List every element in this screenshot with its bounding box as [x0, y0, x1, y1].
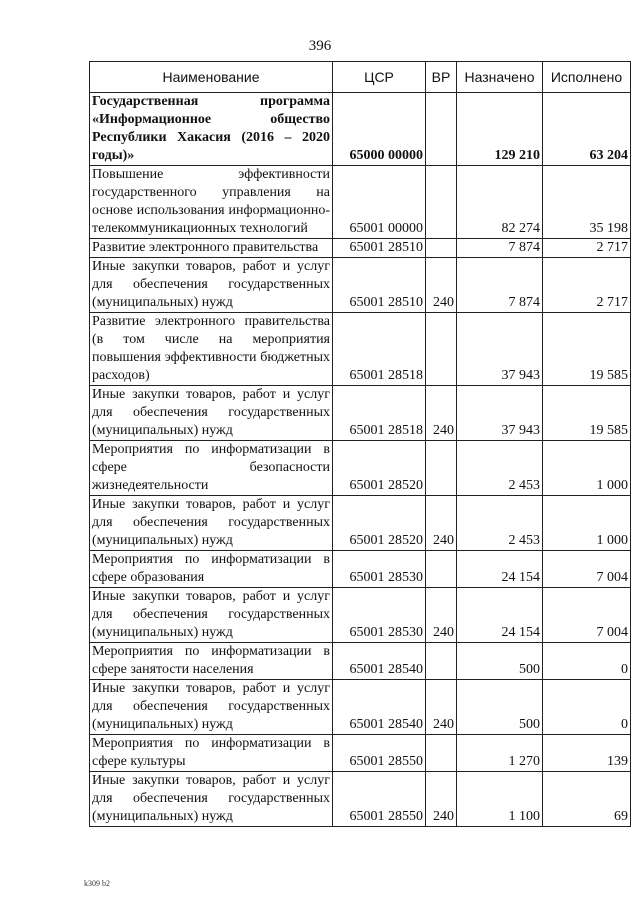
table-row — [90, 551, 631, 588]
table-row — [90, 313, 631, 386]
row-csr-cell: 65001 28510 — [333, 258, 426, 313]
row-vr-cell — [426, 93, 457, 166]
row-name-cell: Государственная программа «Информационное общество Республики Хакасия (2016 – 2020 годы)» — [90, 93, 333, 166]
row-assigned-cell: 24 154 — [457, 588, 543, 643]
header-assigned: Назначено — [457, 62, 543, 93]
row-vr-cell: 240 — [426, 772, 457, 827]
row-assigned-cell: 37 943 — [457, 386, 543, 441]
row-name-cell: Иные закупки товаров, работ и услуг для обеспечения государственных (муниципальных) нужд — [90, 680, 333, 735]
row-executed-cell: 2 717 — [543, 258, 631, 313]
table-row — [90, 258, 631, 313]
row-csr-cell: 65001 28550 — [333, 772, 426, 827]
row-name-cell: Мероприятия по информатизации в сфере безопасности жизнедеятельности — [90, 441, 333, 496]
table-row — [90, 772, 631, 827]
footer-code: k309 b2 — [84, 879, 110, 888]
row-executed-cell: 7 004 — [543, 551, 631, 588]
row-csr-cell: 65001 28550 — [333, 735, 426, 772]
row-vr-cell: 240 — [426, 496, 457, 551]
row-name-cell: Повышение эффективности государственного управления на основе использования информационно-телекоммуникационных технологий — [90, 166, 333, 239]
row-vr-cell: 240 — [426, 258, 457, 313]
row-executed-cell: 7 004 — [543, 588, 631, 643]
row-csr-cell: 65001 28540 — [333, 680, 426, 735]
row-csr-cell: 65001 28520 — [333, 441, 426, 496]
row-executed-cell: 2 717 — [543, 239, 631, 258]
page-number: 396 — [308, 38, 332, 54]
row-assigned-cell: 7 874 — [457, 258, 543, 313]
row-executed-cell: 19 585 — [543, 313, 631, 386]
row-vr-cell — [426, 313, 457, 386]
row-vr-cell — [426, 441, 457, 496]
row-assigned-cell: 500 — [457, 680, 543, 735]
table-row — [90, 496, 631, 551]
row-vr-cell — [426, 643, 457, 680]
row-name-cell: Иные закупки товаров, работ и услуг для обеспечения государственных (муниципальных) нужд — [90, 772, 333, 827]
row-assigned-cell: 1 270 — [457, 735, 543, 772]
row-csr-cell: 65001 28530 — [333, 588, 426, 643]
row-csr-cell: 65001 28540 — [333, 643, 426, 680]
table-row — [90, 166, 631, 239]
header-executed: Исполнено — [543, 62, 631, 93]
header-csr: ЦСР — [333, 62, 426, 93]
row-name-cell: Развитие электронного правительства — [90, 239, 333, 258]
row-executed-cell: 1 000 — [543, 496, 631, 551]
table-header-row — [90, 62, 631, 93]
row-assigned-cell: 2 453 — [457, 441, 543, 496]
row-assigned-cell: 7 874 — [457, 239, 543, 258]
row-vr-cell — [426, 735, 457, 772]
row-vr-cell — [426, 166, 457, 239]
row-name-cell: Иные закупки товаров, работ и услуг для обеспечения государственных (муниципальных) нужд — [90, 386, 333, 441]
row-vr-cell: 240 — [426, 588, 457, 643]
table-row — [90, 239, 631, 258]
budget-table — [89, 61, 631, 827]
row-assigned-cell: 82 274 — [457, 166, 543, 239]
row-executed-cell: 1 000 — [543, 441, 631, 496]
row-assigned-cell: 24 154 — [457, 551, 543, 588]
row-executed-cell: 19 585 — [543, 386, 631, 441]
table-row — [90, 643, 631, 680]
row-csr-cell: 65001 28518 — [333, 386, 426, 441]
row-csr-cell: 65001 00000 — [333, 166, 426, 239]
row-executed-cell: 63 204 — [543, 93, 631, 166]
row-csr-cell: 65001 28520 — [333, 496, 426, 551]
row-assigned-cell: 500 — [457, 643, 543, 680]
table-row — [90, 588, 631, 643]
row-name-cell: Мероприятия по информатизации в сфере образования — [90, 551, 333, 588]
row-executed-cell: 0 — [543, 680, 631, 735]
header-name: Наименование — [90, 62, 333, 93]
row-assigned-cell: 2 453 — [457, 496, 543, 551]
row-executed-cell: 0 — [543, 643, 631, 680]
row-csr-cell: 65001 28518 — [333, 313, 426, 386]
row-vr-cell: 240 — [426, 386, 457, 441]
table-row — [90, 735, 631, 772]
row-name-cell: Мероприятия по информатизации в сфере культуры — [90, 735, 333, 772]
table-row — [90, 93, 631, 166]
header-vr: ВР — [426, 62, 457, 93]
row-vr-cell — [426, 551, 457, 588]
row-name-cell: Развитие электронного правительства (в том числе на мероприятия повышения эффективности бюджетных расходов) — [90, 313, 333, 386]
table-row — [90, 680, 631, 735]
row-csr-cell: 65001 28530 — [333, 551, 426, 588]
row-executed-cell: 35 198 — [543, 166, 631, 239]
row-name-cell: Мероприятия по информатизации в сфере занятости населения — [90, 643, 333, 680]
row-assigned-cell: 129 210 — [457, 93, 543, 166]
row-assigned-cell: 1 100 — [457, 772, 543, 827]
row-name-cell: Иные закупки товаров, работ и услуг для обеспечения государственных (муниципальных) нужд — [90, 588, 333, 643]
row-csr-cell: 65000 00000 — [333, 93, 426, 166]
row-vr-cell: 240 — [426, 680, 457, 735]
table-row — [90, 386, 631, 441]
table-row — [90, 441, 631, 496]
row-name-cell: Иные закупки товаров, работ и услуг для обеспечения государственных (муниципальных) нужд — [90, 258, 333, 313]
row-assigned-cell: 37 943 — [457, 313, 543, 386]
row-vr-cell — [426, 239, 457, 258]
row-csr-cell: 65001 28510 — [333, 239, 426, 258]
row-executed-cell: 139 — [543, 735, 631, 772]
row-name-cell: Иные закупки товаров, работ и услуг для обеспечения государственных (муниципальных) нужд — [90, 496, 333, 551]
row-executed-cell: 69 — [543, 772, 631, 827]
